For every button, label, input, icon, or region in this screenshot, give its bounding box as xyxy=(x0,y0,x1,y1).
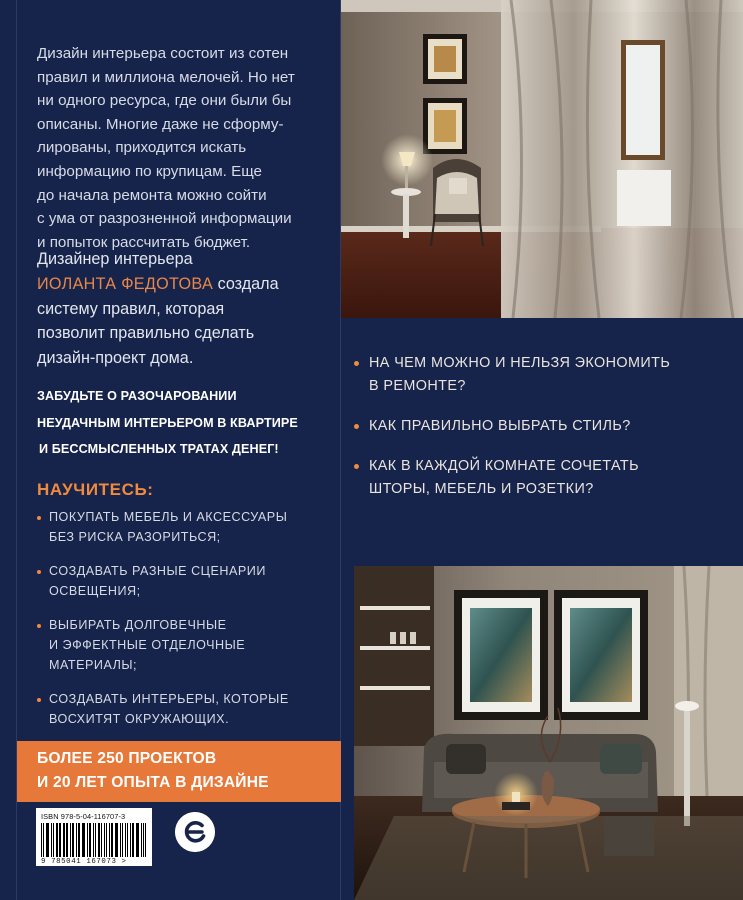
question-line: НА ЧЕМ МОЖНО И НЕЛЬЗЯ ЭКОНОМИТЬ xyxy=(369,355,671,371)
designer-line: позволит правильно сделать xyxy=(37,324,255,343)
barcode-bar xyxy=(116,823,118,857)
question-item xyxy=(354,415,734,438)
slogan-line: И БЕССМЫСЛЕННЫХ ТРАТАХ ДЕНЕГ! xyxy=(39,442,279,457)
barcode-bar xyxy=(130,823,131,857)
bullet-icon xyxy=(354,424,359,429)
publisher-logo-icon xyxy=(175,812,215,852)
learn-item xyxy=(37,508,337,547)
learn-item-line: ПОКУПАТЬ МЕБЕЛЬ И АКСЕССУАРЫ xyxy=(49,510,288,524)
slogan-line: НЕУДАЧНЫМ ИНТЕРЬЕРОМ В КВАРТИРЕ xyxy=(37,415,298,430)
barcode-bar xyxy=(125,823,126,857)
designer-line: систему правил, которая xyxy=(37,299,225,318)
learn-item-line: ВЫБИРАТЬ ДОЛГОВЕЧНЫЕ xyxy=(49,618,227,633)
learn-item-line: БЕЗ РИСКА РАЗОРИТЬСЯ; xyxy=(49,529,221,544)
intro-line: ни одного ресурса, где они были бы xyxy=(37,92,292,110)
barcode-bar xyxy=(76,823,77,857)
learn-item-line: СОЗДАВАТЬ ИНТЕРЬЕРЫ, КОТОРЫЕ xyxy=(49,692,289,707)
barcode-bar xyxy=(43,823,44,857)
intro-line: с ума от разрозненной информации xyxy=(37,210,292,228)
learn-item-line: И ЭФФЕКТНЫЕ ОТДЕЛОЧНЫЕ xyxy=(49,637,246,652)
learn-item-line: ВОСХИТЯТ ОКРУЖАЮЩИХ. xyxy=(49,711,230,726)
barcode-digits: 9 785041 167073 > xyxy=(41,858,127,866)
barcode-bar xyxy=(143,823,144,857)
intro-line: и попыток рассчитать бюджет. xyxy=(37,233,251,251)
barcode-bar xyxy=(136,823,137,857)
barcode-bar xyxy=(106,823,108,857)
learn-item-line: МАТЕРИАЛЫ; xyxy=(49,657,138,672)
designer-suffix: создала xyxy=(213,274,279,293)
intro-paragraph xyxy=(37,42,337,254)
barcode-bar xyxy=(104,823,105,857)
author-name: ИОЛАНТА ФЕДОТОВА xyxy=(37,274,214,293)
question-line: КАК В КАЖДОЙ КОМНАТЕ СОЧЕТАТЬ xyxy=(369,458,639,474)
barcode-bar xyxy=(95,823,96,857)
learn-item xyxy=(37,616,337,675)
learn-item xyxy=(37,690,337,729)
learn-list xyxy=(37,508,337,744)
designer-line: дизайн-проект дома. xyxy=(37,349,194,368)
barcode-bar xyxy=(122,823,124,857)
slogan-line: ЗАБУДЬТЕ О РАЗОЧАРОВАНИИ xyxy=(37,389,237,403)
isbn-text: ISBN 978-5-04-116707-3 xyxy=(41,812,126,821)
question-line: КАК ПРАВИЛЬНО ВЫБРАТЬ СТИЛЬ? xyxy=(369,418,631,434)
barcode-bar xyxy=(82,823,83,857)
barcode-bars xyxy=(41,823,147,857)
barcode-bar xyxy=(87,823,89,857)
bullet-icon xyxy=(354,464,359,469)
question-item xyxy=(354,352,734,398)
barcode-bar xyxy=(59,823,61,857)
barcode-bar xyxy=(63,823,65,857)
question-item xyxy=(354,455,734,501)
intro-line: описаны. Многие даже не сформу- xyxy=(37,115,284,133)
barcode xyxy=(36,808,152,866)
intro-line: Дизайн интерьера состоит из сотен xyxy=(37,45,289,62)
barcode-bar xyxy=(141,823,142,857)
living-room-photo xyxy=(354,566,743,900)
experience-banner xyxy=(17,741,341,802)
barcode-bar xyxy=(51,823,52,857)
learn-item xyxy=(37,562,337,601)
barcode-bar xyxy=(66,823,68,857)
barcode-bar xyxy=(111,823,113,857)
question-list xyxy=(354,352,734,518)
learn-title: НАУЧИТЕСЬ: xyxy=(37,480,154,499)
barcode-bar xyxy=(109,823,110,857)
banner-line: БОЛЕЕ 250 ПРОЕКТОВ xyxy=(37,750,217,767)
barcode-bar xyxy=(93,823,95,857)
intro-line: информацию по крупицам. Еще xyxy=(37,162,262,180)
barcode-bar xyxy=(120,823,121,857)
bullet-icon xyxy=(37,624,41,628)
banner-line: И 20 ЛЕТ ОПЫТА В ДИЗАЙНЕ xyxy=(37,774,269,791)
bullet-icon xyxy=(37,516,41,520)
designer-prefix: Дизайнер интерьера xyxy=(37,250,193,268)
bullet-icon xyxy=(37,570,41,574)
barcode-bar xyxy=(56,823,58,857)
barcode-bar xyxy=(98,823,100,857)
slogan xyxy=(37,383,337,463)
barcode-bar xyxy=(127,823,129,857)
learn-item-line: СОЗДАВАТЬ РАЗНЫЕ СЦЕНАРИИ xyxy=(49,564,266,579)
barcode-bar xyxy=(47,823,49,857)
question-line: ШТОРЫ, МЕБЕЛЬ И РОЗЕТКИ? xyxy=(369,481,594,497)
barcode-bar xyxy=(70,823,71,857)
barcode-bar xyxy=(101,823,103,857)
barcode-bar xyxy=(78,823,80,857)
intro-line: до начала ремонта можно сойти xyxy=(37,186,267,204)
bullet-icon xyxy=(37,698,41,702)
designer-paragraph xyxy=(37,247,337,371)
intro-line: правил и миллиона мелочей. Но нет xyxy=(37,68,295,86)
learn-item-line: ОСВЕЩЕНИЯ; xyxy=(49,583,141,598)
barcode-bar xyxy=(89,823,91,857)
question-line: В РЕМОНТЕ? xyxy=(369,378,466,394)
intro-line: лированы, приходится искать xyxy=(37,139,247,157)
barcode-bar xyxy=(46,823,47,857)
bedroom-photo xyxy=(341,0,743,318)
barcode-bar xyxy=(115,823,116,857)
barcode-bar xyxy=(145,823,146,857)
barcode-bar xyxy=(72,823,74,857)
barcode-bar xyxy=(41,823,42,857)
barcode-bar xyxy=(137,823,139,857)
barcode-bar xyxy=(132,823,134,857)
bullet-icon xyxy=(354,361,359,366)
barcode-bar xyxy=(53,823,55,857)
barcode-bar xyxy=(83,823,85,857)
